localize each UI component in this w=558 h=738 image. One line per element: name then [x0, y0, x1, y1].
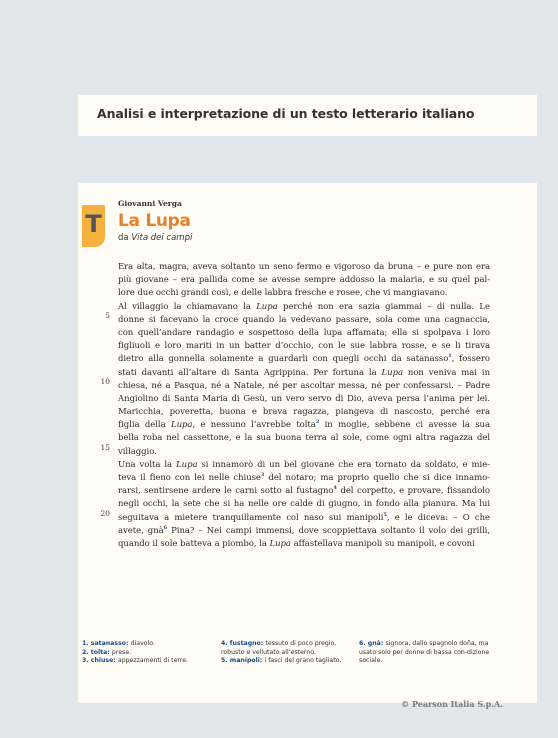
text-line: seguitava a mietere tranquillamente col naso sui manipoli$^5$, e le diceva: – O che: [118, 511, 490, 523]
work-source: [118, 233, 192, 243]
text-line: dietro alla gonnella solamente a guardarli con quegli occhi da satanasso$^1$, fossero: [118, 353, 490, 365]
footnotes-col-1: [82, 640, 212, 666]
line-number: 15: [100, 443, 110, 452]
text-line: Maricchia, poveretta, buona e brava ragazza, piangeva di nascosto, perché era: [118, 407, 490, 418]
text-line: teva il fieno con lei nelle chiuse$^3$ del notaro; ma proprio quello che si dice innamo-: [118, 472, 490, 483]
literary-text: [118, 261, 490, 551]
text-line: Una volta la Lupa si innamorò di un bel giovane che era tornato da soldato, e mie-: [118, 459, 490, 470]
line-number: 10: [100, 377, 110, 386]
text-badge: T: [82, 205, 105, 247]
text-line: con quell’andare randagio e sospettoso della lupa affamata; ella si spolpava i loro: [118, 327, 490, 338]
text-line: rarsi, sentirsene ardere le carni sotto al fustagno$^4$ del corpetto, e provare, fissandolo: [118, 485, 490, 497]
text-line: Angiolino di Santa Maria di Gesù, un vero servo di Dio, aveva persa l’anima per lei.: [118, 393, 490, 404]
text-line: più giovane – era pallida come se avesse sempre addosso la malaria, e su quel pal-: [118, 275, 490, 286]
text-line: bella roba nel cassettone, e la sua buona terra al sole, come ogni altra ragazza del: [118, 433, 490, 444]
footnote: 6. gnà: signora, dallo spagnolo doña, ma usato solo per donne di bassa con-dizione sociale.: [359, 640, 490, 664]
footnote: 2. tolta: presa.: [82, 648, 132, 656]
copyright: © Pearson Italia S.p.A.: [401, 699, 503, 709]
source-prefix: da: [118, 233, 129, 243]
text-line: stati davanti all’altare di Santa Agrippina. Per fortuna la Lupa non veniva mai in: [118, 367, 490, 378]
footnotes-col-3: [359, 640, 499, 666]
text-line: Al villaggio la chiamavano la Lupa perché non era sazia giammai – di nulla. Le: [118, 301, 490, 312]
footnote: 5. manipoli: i fasci del grano tagliato.: [221, 657, 342, 664]
section-header: [78, 95, 537, 136]
text-page: [78, 183, 537, 709]
text-line: donne si facevano la croce quando la vedevano passare, sola come una cagnaccia,: [118, 314, 490, 325]
text-line: lore due occhi grandi così, e delle labbra fresche e rosee, che vi mangiavano.: [118, 288, 448, 299]
text-line: villaggio.: [118, 446, 157, 457]
text-line: chiesa, né a Pasqua, né a Natale, né per ascoltar messa, né per confessarsi. – Padre: [118, 380, 490, 391]
text-line: avete, gnà$^6$ Pina? – Nei campi immensi, dove scoppiettava soltanto il volo dei grilli,: [118, 524, 490, 536]
work-title: La Lupa: [118, 211, 191, 231]
footnote: 4. fustagno: tessuto di poco pregio, robusto e vellutato all’esterno.: [221, 640, 337, 656]
section-title: Analisi e interpretazione di un testo letterario italiano: [97, 106, 475, 121]
footnote: 3. chiuse: appezzamenti di terre.: [82, 657, 188, 664]
line-number: 20: [100, 509, 110, 518]
line-number: 5: [105, 311, 110, 320]
text-line: negli occhi, la sete che si ha nelle ore calde di giugno, in fondo alla pianura. Ma lui: [118, 499, 490, 510]
author-name: Giovanni Verga: [118, 199, 182, 208]
text-line: Era alta, magra, aveva soltanto un seno fermo e vigoroso da bruna – e pure non era: [118, 262, 490, 272]
source-work: Vita dei campi: [131, 233, 193, 243]
footnotes-col-2: [221, 640, 349, 666]
text-line: figliuoli e loro mariti in un batter d’occhio, con le sue labbra rosse, e se li tirava: [118, 341, 490, 352]
footnote: 1. satanasso: diavolo.: [82, 640, 155, 647]
text-line: quando il sole batteva a piombo, la Lupa affastellava manipoli su manipoli, e covoni: [118, 538, 475, 549]
text-line: figlia della Lupa, e nessuno l’avrebbe tolta$^2$ in moglie, sebbene ci avesse la sua: [118, 419, 490, 431]
